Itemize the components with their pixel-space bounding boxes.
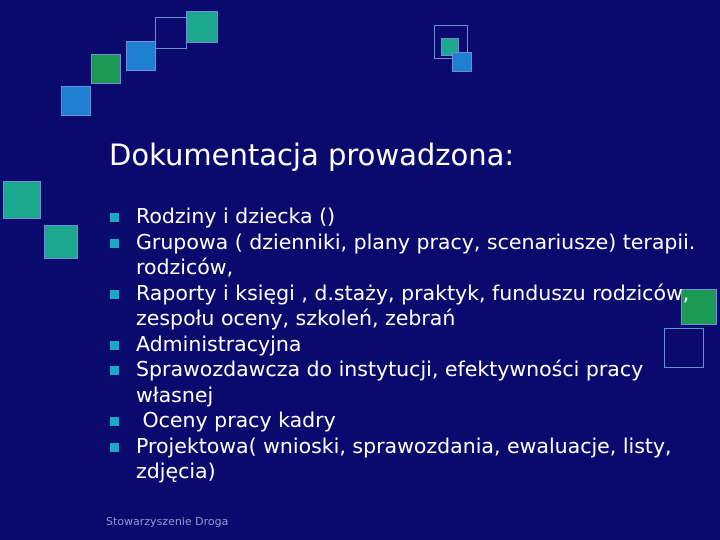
decor-square (44, 225, 78, 259)
list-item-text: Administracyjna (136, 331, 302, 356)
list-item (108, 408, 698, 434)
list-item-text: Sprawozdawcza do instytucji, efektywności pracy własnej (136, 357, 644, 407)
decor-square (126, 41, 156, 71)
decor-square (452, 52, 472, 72)
list-item-text: Rodziny i dziecka () (136, 204, 336, 228)
list-item (108, 434, 698, 485)
decor-square (3, 181, 41, 219)
decor-square (186, 11, 218, 43)
decor-square (91, 54, 121, 84)
square-bullet-icon (110, 213, 119, 222)
footer-text: Stowarzyszenie Droga (106, 515, 229, 528)
decor-square (61, 86, 91, 116)
square-bullet-icon (110, 417, 119, 426)
list-item-text: Projektowa( wnioski, sprawozdania, ewaluacje, listy, zdjęcia) (136, 433, 672, 483)
square-bullet-icon (110, 290, 119, 299)
list-item (108, 281, 698, 332)
list-item (108, 204, 698, 230)
square-bullet-icon (110, 443, 119, 452)
list-item-text: Oceny pracy kadry (136, 408, 336, 432)
list-item-text: Grupowa ( dzienniki, plany pracy, scenariusze) terapii. rodziców, (136, 229, 696, 279)
list-item-text: Raporty i księgi , d.staży, praktyk, funduszu rodziców, zespołu oceny, szkoleń, zebrań (136, 280, 690, 330)
square-bullet-icon (110, 239, 119, 248)
decor-square (155, 17, 187, 49)
list-item (108, 357, 698, 408)
square-bullet-icon (110, 341, 119, 350)
list-item (108, 332, 698, 358)
list-item (108, 230, 698, 281)
bullet-list (108, 204, 698, 485)
slide-title: Dokumentacja prowadzona: (109, 138, 515, 172)
square-bullet-icon (110, 366, 119, 375)
